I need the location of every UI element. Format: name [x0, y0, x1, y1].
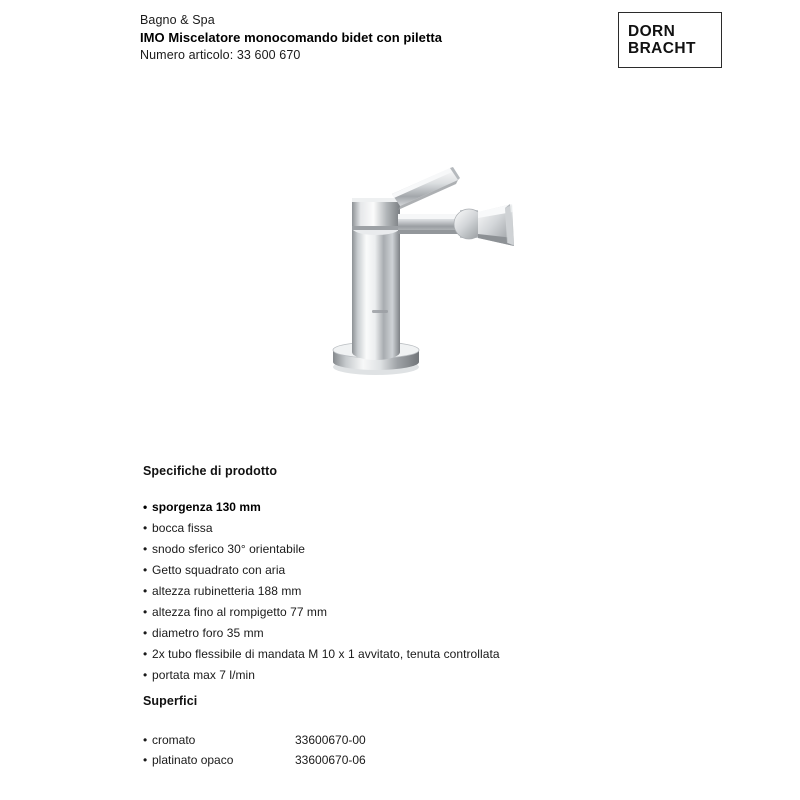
- spec-text: bocca fissa: [152, 521, 213, 535]
- bullet-icon: •: [143, 753, 148, 767]
- bullet-icon: •: [143, 563, 148, 577]
- surface-code: 33600670-06: [295, 753, 366, 767]
- spec-text: sporgenza 130 mm: [152, 500, 261, 514]
- bullet-icon: •: [143, 733, 148, 747]
- list-item: [143, 623, 703, 644]
- bullet-icon: •: [143, 542, 148, 556]
- bullet-icon: •: [143, 605, 148, 619]
- surface-label: platinato opaco: [152, 753, 234, 767]
- surface-code: 33600670-00: [295, 733, 366, 747]
- bullet-icon: •: [143, 668, 148, 682]
- list-item: [143, 602, 703, 623]
- logo-line-2: BRACHT: [628, 40, 696, 57]
- page-title: IMO Miscelatore monocomando bidet con piletta: [140, 30, 443, 45]
- surfaces-title: Superfici: [143, 694, 198, 708]
- bullet-icon: •: [143, 521, 148, 535]
- list-item: [143, 644, 703, 665]
- bullet-icon: •: [143, 647, 148, 661]
- product-specifications: [143, 464, 703, 686]
- list-item: [143, 518, 703, 539]
- specifications-title: Specifiche di prodotto: [143, 464, 278, 478]
- product-image: [300, 150, 560, 390]
- spec-text: 2x tubo flessibile di mandata M 10 x 1 avvitato, tenuta controllata: [152, 647, 500, 661]
- table-row: [143, 730, 703, 750]
- spec-text: altezza fino al rompigetto 77 mm: [152, 605, 328, 619]
- list-item: [143, 665, 703, 686]
- list-item: [143, 581, 703, 602]
- list-item: [143, 539, 703, 560]
- surface-name: [143, 750, 233, 770]
- table-row: [143, 750, 703, 770]
- surfaces-table: [143, 730, 703, 770]
- specifications-list: [143, 497, 703, 686]
- list-item: [143, 560, 703, 581]
- bullet-icon: •: [143, 500, 148, 514]
- bullet-icon: •: [143, 584, 148, 598]
- surface-name: [143, 730, 195, 750]
- spec-text: portata max 7 l/min: [152, 668, 255, 682]
- spec-text: altezza rubinetteria 188 mm: [152, 584, 302, 598]
- dornbracht-logo: [618, 12, 722, 68]
- article-number: Numero articolo: 33 600 670: [140, 48, 301, 62]
- header-text-block: [140, 12, 600, 64]
- spec-text: Getto squadrato con aria: [152, 563, 286, 577]
- bullet-icon: •: [143, 626, 148, 640]
- surfaces-section: [143, 694, 703, 770]
- surface-label: cromato: [152, 733, 196, 747]
- brand-line: Bagno & Spa: [140, 13, 215, 27]
- spec-text: diametro foro 35 mm: [152, 626, 264, 640]
- list-item: [143, 497, 703, 518]
- logo-line-1: DORN: [628, 23, 676, 40]
- spec-text: snodo sferico 30° orientabile: [152, 542, 306, 556]
